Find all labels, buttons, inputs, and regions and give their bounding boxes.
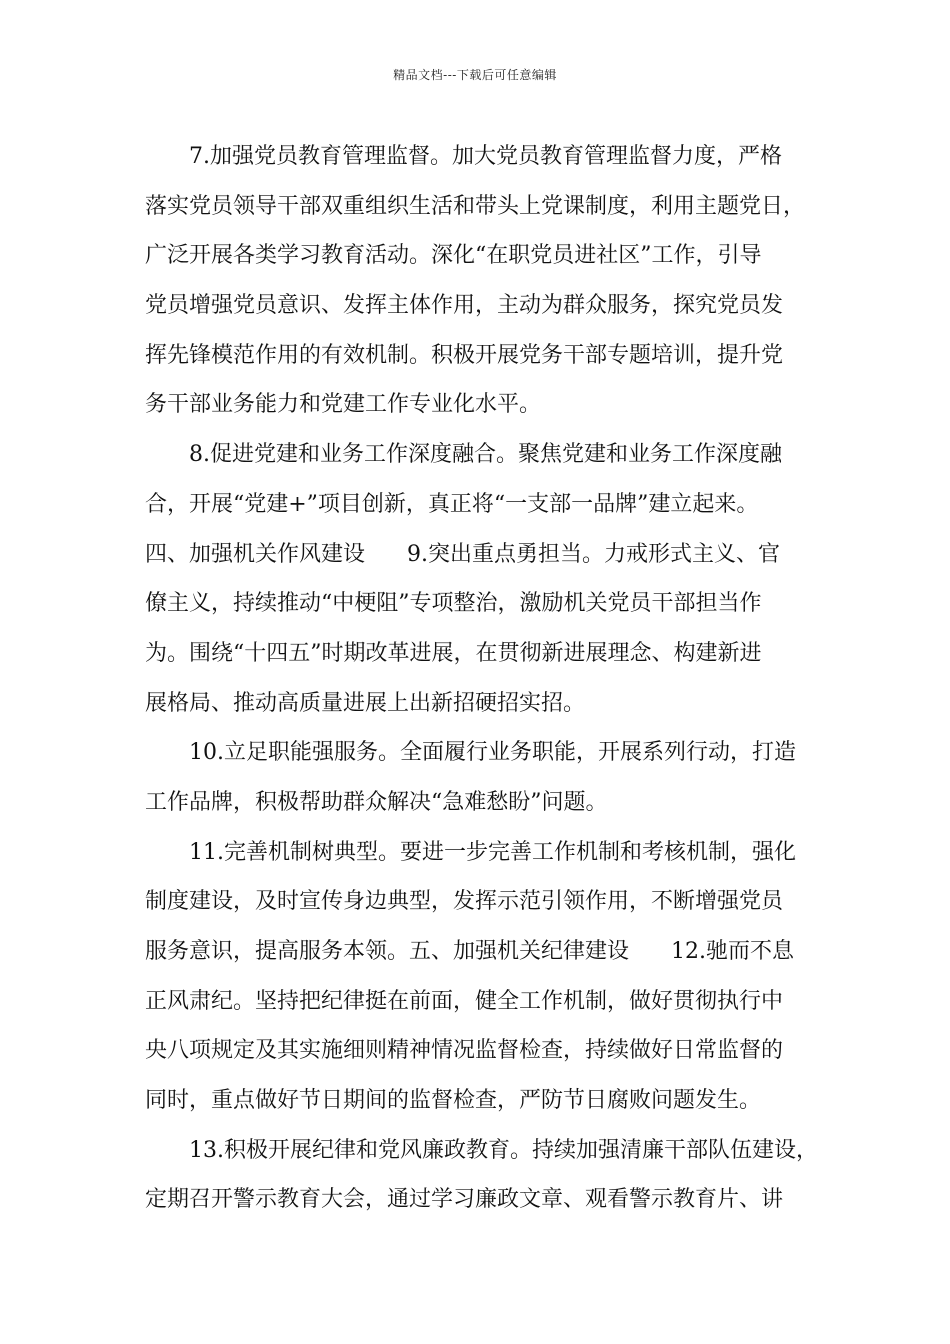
document-body bbox=[145, 132, 825, 1225]
paragraph-line: 正风肃纪。坚持把纪律挺在前面，健全工作机制，做好贯彻执行中 bbox=[145, 988, 784, 1014]
paragraph-line: 定期召开警示教育大会，通过学习廉政文章、观看警示教育片、讲 bbox=[145, 1187, 784, 1213]
paragraph-line: 展格局、推动高质量进展上出新招硬招实招。 bbox=[145, 690, 586, 716]
paragraph-line: 工作品牌，积极帮助群众解决“急难愁盼”问题。 bbox=[145, 789, 608, 815]
paragraph-line: 为。围绕“十四五”时期改革进展，在贯彻新进展理念、构建新进 bbox=[145, 640, 762, 666]
section-heading: 四、加强机关作风建设 bbox=[145, 541, 366, 567]
paragraph-line: 合，开展“党建+”项目创新，真正将“一支部一品牌”建立起来。 bbox=[145, 491, 759, 517]
paragraph-line bbox=[145, 530, 825, 580]
paragraph-line: 8.促进党建和业务工作深度融合。聚焦党建和业务工作深度融 bbox=[189, 442, 782, 468]
page-header: 精品文档---下载后可任意编辑 bbox=[393, 68, 557, 82]
paragraph-line: 10.立足职能强服务。全面履行业务职能，开展系列行动，打造 bbox=[189, 740, 796, 766]
paragraph-line: 党员增强党员意识、发挥主体作用，主动为群众服务，探究党员发 bbox=[145, 293, 784, 319]
paragraph-line: 僚主义，持续推动“中梗阻”专项整治，激励机关党员干部担当作 bbox=[145, 591, 762, 617]
paragraph-line: 同时，重点做好节日期间的监督检查，严防节日腐败问题发生。 bbox=[145, 1088, 762, 1114]
paragraph-line: 13.积极开展纪律和党风廉政教育。持续加强清廉干部队伍建设， bbox=[189, 1137, 818, 1163]
paragraph-line: 7.加强党员教育管理监督。加大党员教育管理监督力度，严格 bbox=[189, 144, 782, 169]
paragraph-line: 落实党员领导干部双重组织生活和带头上党课制度，利用主题党日， bbox=[145, 193, 806, 219]
paragraph-line bbox=[145, 927, 825, 977]
paragraph-line: 11.完善机制树典型。要进一步完善工作机制和考核机制，强化 bbox=[189, 839, 796, 865]
paragraph-line: 务干部业务能力和党建工作专业化水平。 bbox=[145, 392, 542, 418]
paragraph-line: 央八项规定及其实施细则精神情况监督检查，持续做好日常监督的 bbox=[145, 1038, 784, 1064]
paragraph-text: 服务意识，提高服务本领。五、加强机关纪律建设 bbox=[145, 939, 630, 964]
paragraph-line: 广泛开展各类学习教育活动。深化“在职党员进社区”工作，引导 bbox=[145, 243, 762, 269]
paragraph-text: 9.突出重点勇担当。力戒形式主义、官 bbox=[407, 541, 781, 567]
paragraph-line: 挥先锋模范作用的有效机制。积极开展党务干部专题培训，提升党 bbox=[145, 342, 784, 368]
paragraph-text: 12.驰而不息 bbox=[671, 939, 795, 964]
paragraph-line: 制度建设，及时宣传身边典型，发挥示范引领作用，不断增强党员 bbox=[145, 889, 784, 915]
